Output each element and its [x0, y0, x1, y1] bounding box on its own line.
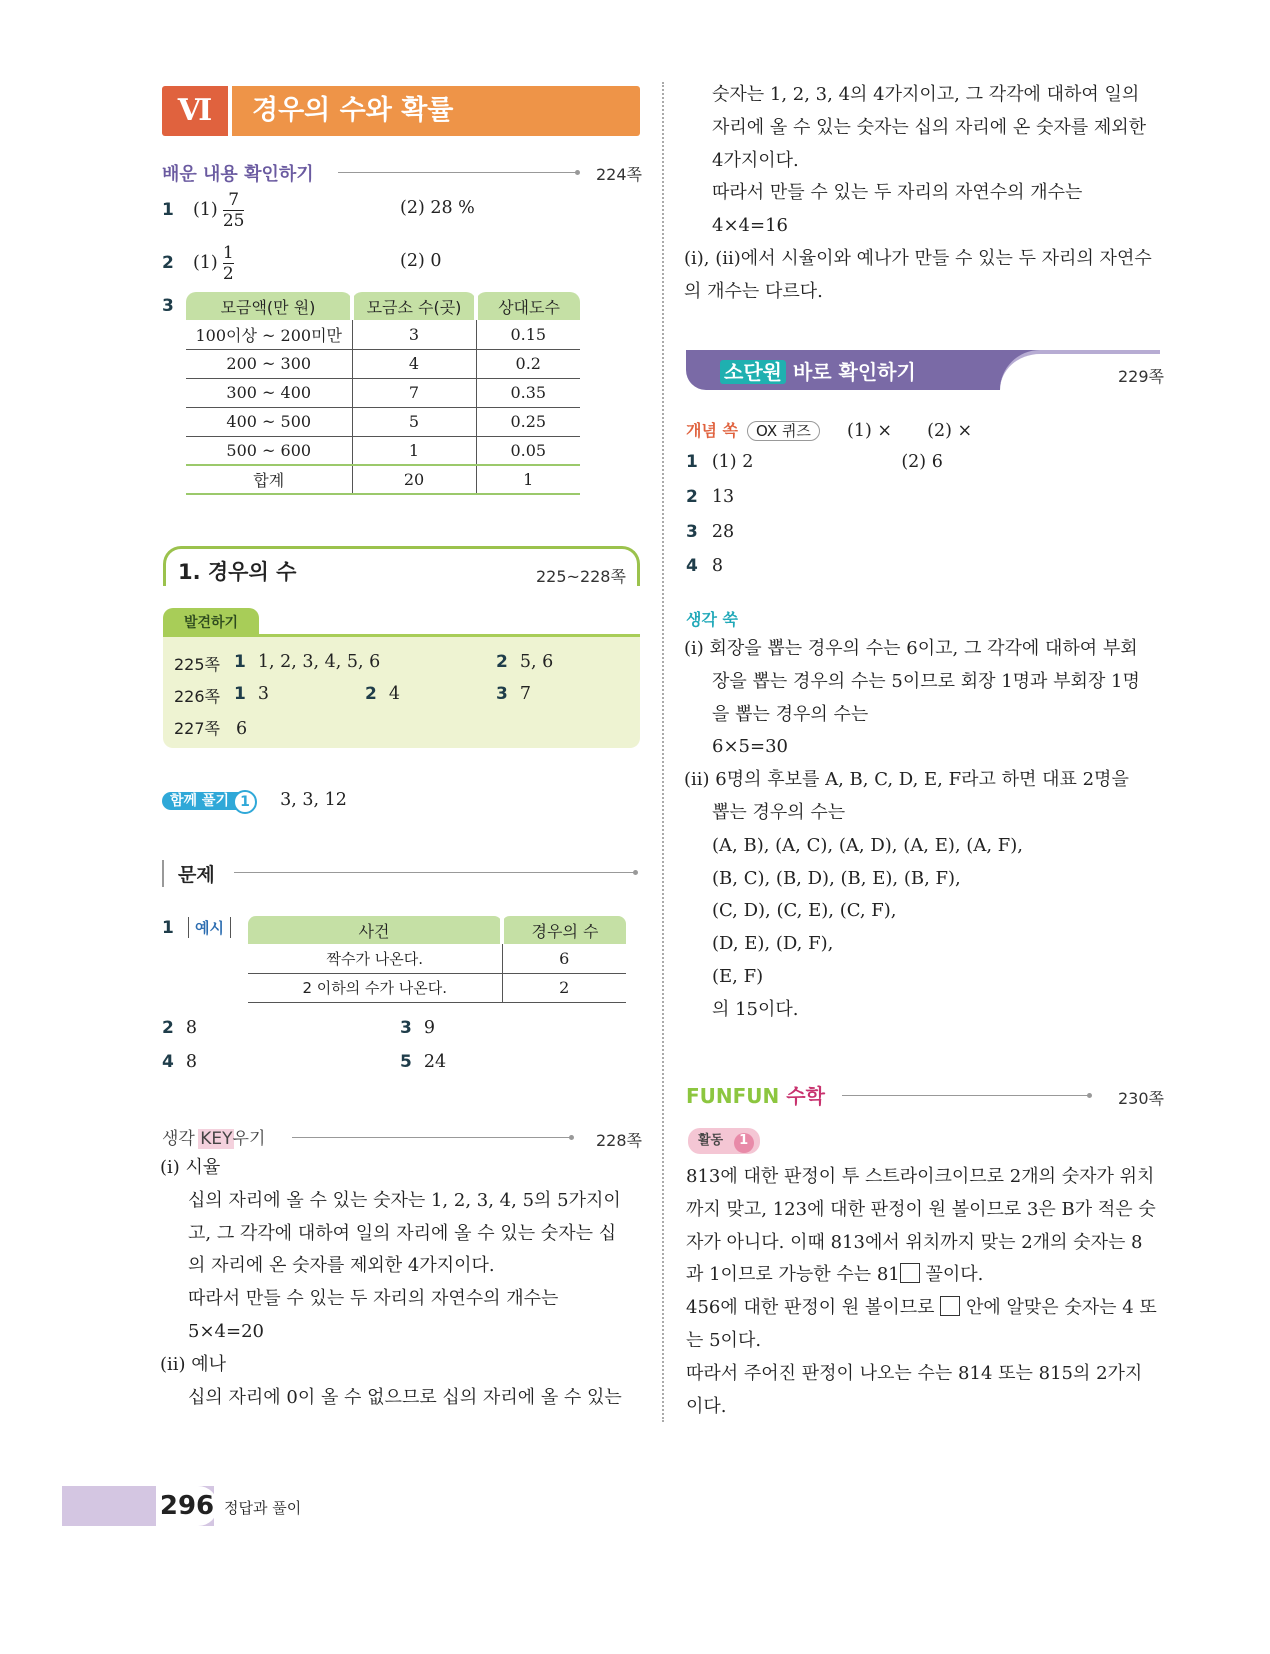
- text-line: (B, C), (B, D), (B, E), (B, F),: [712, 867, 961, 889]
- table-row: [186, 407, 580, 436]
- table-row: [248, 973, 626, 1002]
- q-number: 1: [162, 200, 174, 220]
- review-rule: [338, 172, 578, 173]
- answer: 8: [711, 556, 723, 576]
- q-number: 3: [162, 296, 174, 316]
- text-line: (ii) 6명의 후보를 A, B, C, D, E, F라고 하면 대표 2명을: [684, 769, 1129, 791]
- text-line: [686, 1259, 1157, 1292]
- col-header: 경우의 수: [502, 916, 626, 944]
- review-q2: [162, 243, 234, 284]
- cell: 0.15: [476, 320, 580, 349]
- text-line: 장을 뽑는 경우의 수는 5이므로 회장 1명과 부회장 1명: [712, 670, 1140, 692]
- text-line: 십의 자리에 0이 올 수 없으므로 십의 자리에 올 수 있는: [188, 1386, 622, 1408]
- page-label: 225쪽: [174, 655, 220, 674]
- discover-row: [174, 716, 247, 739]
- table-row: [248, 944, 626, 973]
- text-line: 는 5이다.: [686, 1329, 762, 1351]
- text-line: 4가지이다.: [712, 149, 799, 171]
- answer-item: [400, 1052, 446, 1072]
- numerator: 1: [222, 243, 234, 263]
- think-solution: [684, 633, 1140, 1027]
- funfun-page: 230쪽: [1118, 1089, 1164, 1108]
- problems-heading: 문제: [162, 860, 215, 887]
- discover-item: [496, 652, 553, 672]
- cell: 6: [502, 944, 626, 973]
- blank-box: [900, 1263, 920, 1283]
- answer: 8: [185, 1052, 197, 1072]
- denominator: 2: [222, 264, 234, 284]
- text: 456에 대한 판정이 원 볼이므로: [686, 1297, 941, 1319]
- key-heading: [162, 1124, 265, 1149]
- part-label: (1): [192, 253, 218, 273]
- text-line: (i) 회장을 뽑는 경우의 수는 6이고, 그 각각에 대하여 부회: [684, 638, 1138, 659]
- q-number: 2: [162, 1018, 174, 1038]
- part-label: (1): [192, 200, 218, 220]
- footer-label: 정답과 풀이: [224, 1499, 302, 1517]
- text-line: 4×4=16: [712, 215, 788, 237]
- example-tag: 예시: [188, 917, 231, 938]
- fraction: [223, 243, 234, 284]
- q-number: 3: [496, 684, 508, 704]
- review-page: 224쪽: [596, 165, 642, 184]
- numerator: 7: [223, 190, 245, 211]
- answer-item: [686, 487, 734, 507]
- text-line: (A, B), (A, C), (A, D), (A, E), (A, F),: [712, 834, 1023, 856]
- section-title: 1. 경우의 수: [178, 560, 297, 584]
- text-line: 5×4=20: [188, 1320, 264, 1342]
- chapter-title: 경우의 수와 확률: [232, 86, 640, 136]
- q-number: 2: [496, 652, 508, 672]
- key-heading-text: 생각 KEY우기: [162, 1129, 266, 1149]
- quiz-answer: (1) ×: [847, 421, 893, 441]
- text-line: 813에 대한 판정이 투 스트라이크이므로 2개의 숫자가 위치: [686, 1166, 1155, 1187]
- discover-item: [496, 684, 531, 704]
- discover-row: [174, 684, 220, 707]
- cell: 20: [352, 465, 476, 494]
- blank-box: [940, 1296, 960, 1316]
- col-header: 모금액(만 원): [186, 292, 352, 320]
- funfun-solution: [686, 1161, 1157, 1423]
- badge-label: 함께 풀기: [170, 793, 229, 809]
- table-row: [186, 349, 580, 378]
- key-solution-left: [160, 1152, 622, 1414]
- answer: 24: [423, 1052, 447, 1072]
- cell: 1: [476, 465, 580, 494]
- funfun-heading: [686, 1080, 825, 1109]
- answer-item: [686, 452, 943, 472]
- unit-check-page: 229쪽: [1118, 367, 1164, 386]
- text-line: 의 자리에 온 숫자를 제외한 4가지이다.: [188, 1255, 495, 1277]
- cell: 0.25: [476, 407, 580, 436]
- text-line: (i), (ii)에서 시율이와 예나가 만들 수 있는 두 자리의 자연수: [684, 247, 1152, 269]
- table-row: [186, 378, 580, 407]
- answer-item: [400, 1018, 435, 1038]
- q-number: 1: [234, 684, 246, 704]
- discover-item: [234, 652, 380, 672]
- col-header: 상대도수: [476, 292, 580, 320]
- q-number: 3: [686, 522, 698, 542]
- text-line: 따라서 만들 수 있는 두 자리의 자연수의 개수는: [188, 1288, 559, 1310]
- text-line: 자가 아니다. 이때 813에서 위치까지 맞는 2개의 숫자는 8: [686, 1231, 1143, 1253]
- cell: 0.2: [476, 349, 580, 378]
- cell: 짝수가 나온다.: [248, 944, 502, 973]
- cell: 100이상 ~ 200미만: [186, 320, 352, 349]
- cell: 300 ~ 400: [186, 378, 352, 407]
- chapter-number: Ⅵ: [162, 86, 228, 136]
- cell: 5: [352, 407, 476, 436]
- answer: 8: [185, 1018, 197, 1038]
- review-heading: 배운 내용 확인하기: [162, 164, 314, 185]
- badge-label: 활동: [698, 1133, 724, 1148]
- review-q2-part2: (2) 0: [400, 251, 442, 271]
- heading-text: 바로 확인하기: [792, 360, 916, 384]
- col-header: 모금소 수(곳): [352, 292, 476, 320]
- discover-row: [174, 652, 220, 675]
- key-page: 228쪽: [596, 1131, 642, 1150]
- funfun-logo: FUNFUN: [686, 1084, 780, 1108]
- text: 안에 알맞은 숫자는 4 또: [960, 1297, 1157, 1319]
- text-line: (E, F): [712, 965, 764, 987]
- answer: (1) 2: [711, 452, 754, 472]
- text-line: (C, D), (C, E), (C, F),: [712, 900, 897, 922]
- q-number: 5: [400, 1052, 412, 1072]
- think-label: 생각 쑥: [686, 610, 738, 629]
- answer: 1, 2, 3, 4, 5, 6: [257, 652, 381, 672]
- text: 꼴이다.: [919, 1264, 984, 1286]
- q-number: 2: [162, 253, 174, 273]
- together-row: [162, 790, 347, 810]
- column-divider: [662, 82, 664, 1422]
- unit-check-heading: [720, 356, 916, 385]
- text-line: 자리에 올 수 있는 숫자는 십의 자리에 온 숫자를 제외한: [712, 116, 1147, 138]
- text-line: 따라서 주어진 판정이 나오는 수는 814 또는 815의 2가지: [686, 1362, 1143, 1384]
- badge-number: 1: [734, 1133, 754, 1153]
- cell: 0.35: [476, 378, 580, 407]
- table-row: [186, 320, 580, 349]
- together-badge: [162, 792, 255, 810]
- page-number: 296: [156, 1486, 218, 1526]
- q-number: 1: [162, 918, 174, 938]
- text-line: [686, 1292, 1157, 1325]
- ox-quiz-row: [686, 418, 972, 441]
- text-line: (D, E), (D, F),: [712, 933, 834, 955]
- fund-table: [186, 292, 580, 495]
- text-line: 십의 자리에 올 수 있는 숫자는 1, 2, 3, 4, 5의 5가지이: [188, 1189, 621, 1211]
- cell: 1: [352, 436, 476, 465]
- answer: 13: [711, 487, 735, 507]
- text-line: 따라서 만들 수 있는 두 자리의 자연수의 개수는: [712, 182, 1083, 204]
- ox-quiz-badge: OX 퀴즈: [747, 421, 820, 441]
- q-number: 4: [686, 556, 698, 576]
- text-line: 고, 그 각각에 대하여 일의 자리에 올 수 있는 숫자는 십: [188, 1222, 617, 1244]
- text-line: 숫자는 1, 2, 3, 4의 4가지이고, 그 각각에 대하여 일의: [712, 84, 1140, 105]
- quiz-answer: (2) ×: [927, 421, 973, 441]
- section-pages: 225~228쪽: [536, 567, 626, 586]
- cell: 2: [502, 973, 626, 1002]
- table-row: [186, 436, 580, 465]
- discover-item: [365, 684, 400, 704]
- review-q1: [162, 190, 244, 231]
- answer-item: [686, 522, 734, 542]
- cell: 3: [352, 320, 476, 349]
- text-line: (i) 시율: [160, 1157, 221, 1178]
- answer: 7: [519, 684, 531, 704]
- q-number: 2: [365, 684, 377, 704]
- answer: 9: [423, 1018, 435, 1038]
- answer-item: [162, 1052, 197, 1072]
- badge-number: 1: [233, 790, 257, 814]
- cell: 0.05: [476, 436, 580, 465]
- col-header: 사건: [248, 916, 502, 944]
- page-label: 226쪽: [174, 687, 220, 706]
- key-rule: [292, 1137, 572, 1138]
- answer: 3: [257, 684, 269, 704]
- text-line: 까지 맞고, 123에 대한 판정이 원 볼이므로 3은 B가 적은 숫: [686, 1198, 1156, 1220]
- discover-item: [234, 684, 269, 704]
- total-row: [186, 465, 580, 494]
- q-number: 1: [686, 452, 698, 472]
- cell: 합계: [186, 465, 352, 494]
- answer: 6: [236, 719, 248, 739]
- key-solution-right: [684, 79, 1152, 309]
- answer: 5, 6: [519, 652, 554, 672]
- answer: 4: [388, 684, 400, 704]
- text: 과 1이므로 가능한 수는 81: [686, 1264, 900, 1286]
- problems-rule: [234, 872, 636, 873]
- text-line: 을 뽑는 경우의 수는: [712, 703, 869, 725]
- page-label: 227쪽: [174, 719, 220, 738]
- review-q1-part2: (2) 28 %: [400, 198, 475, 218]
- answer: (2) 6: [901, 452, 943, 472]
- funfun-rule: [842, 1095, 1090, 1096]
- cell: 500 ~ 600: [186, 436, 352, 465]
- quiz-label: 개념 쏙: [686, 421, 738, 440]
- cell: 4: [352, 349, 476, 378]
- together-answer: 3, 3, 12: [280, 790, 347, 810]
- answer: 28: [711, 522, 735, 542]
- text-line: 의 15이다.: [712, 998, 799, 1020]
- unit-badge: 소단원: [720, 360, 786, 384]
- q-number: 1: [234, 652, 246, 672]
- event-table: [248, 916, 626, 1003]
- fraction: [223, 190, 245, 231]
- heading-text: 수학: [786, 1084, 825, 1108]
- cell: 7: [352, 378, 476, 407]
- q-number: 2: [686, 487, 698, 507]
- cell: 400 ~ 500: [186, 407, 352, 436]
- cell: 2 이하의 수가 나온다.: [248, 973, 502, 1002]
- answer-item: [162, 1018, 197, 1038]
- cell: 200 ~ 300: [186, 349, 352, 378]
- answer-item: [686, 556, 723, 576]
- text-line: 의 개수는 다르다.: [684, 280, 823, 302]
- activity-badge: [688, 1128, 760, 1154]
- discover-label: 발견하기: [163, 608, 259, 636]
- text-line: 뽑는 경우의 수는: [712, 801, 846, 823]
- q-number: 4: [162, 1052, 174, 1072]
- text-line: 6×5=30: [712, 736, 788, 758]
- text-line: 이다.: [686, 1395, 727, 1417]
- q-number: 3: [400, 1018, 412, 1038]
- text-line: (ii) 예나: [160, 1353, 227, 1375]
- denominator: 25: [222, 211, 245, 231]
